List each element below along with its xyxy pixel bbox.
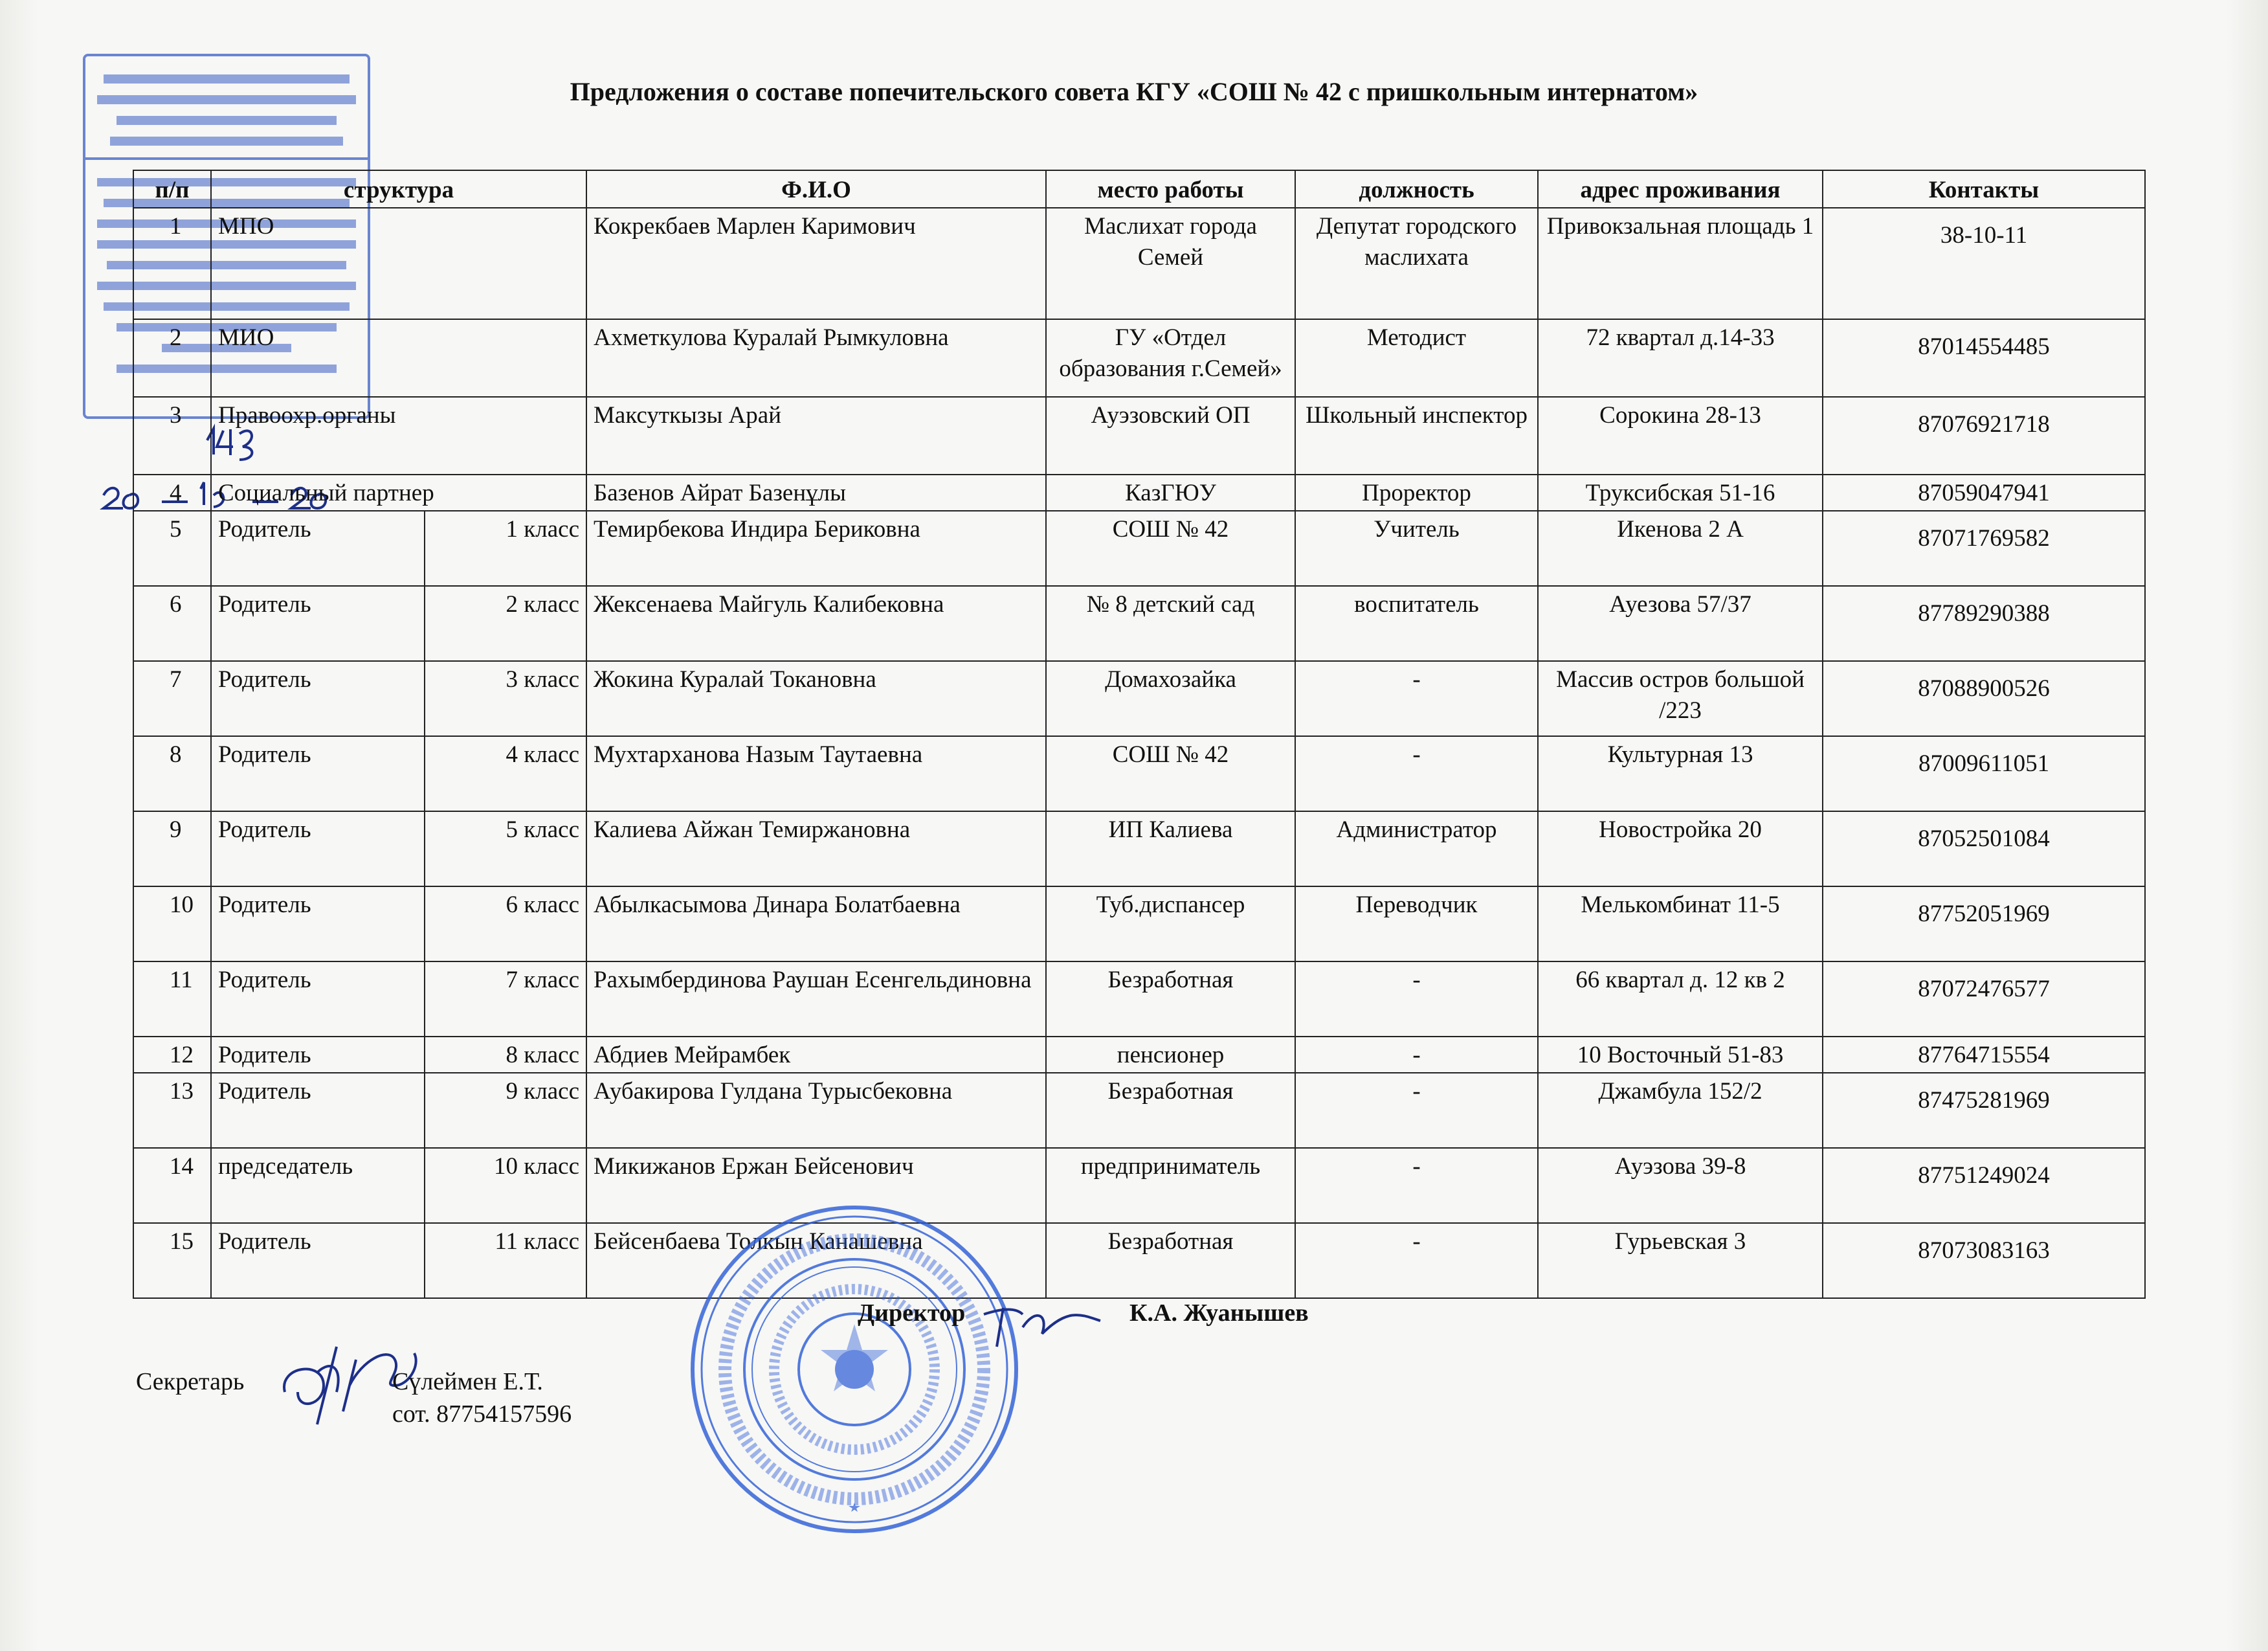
table-row bbox=[133, 319, 2145, 397]
table-row bbox=[133, 475, 2145, 511]
row-contacts: 87073083163 bbox=[1823, 1223, 2145, 1298]
row-address: Джамбула 152/2 bbox=[1538, 1073, 1823, 1148]
row-fio: Жокина Куралай Токановна bbox=[586, 661, 1046, 736]
row-contacts: 87071769582 bbox=[1823, 511, 2145, 586]
table-row bbox=[133, 1037, 2145, 1073]
row-structure: Родитель bbox=[211, 511, 425, 586]
row-structure: Родитель bbox=[211, 661, 425, 736]
row-position: Переводчик bbox=[1295, 886, 1538, 961]
row-structure: председатель bbox=[211, 1148, 425, 1223]
row-position: - bbox=[1295, 1148, 1538, 1223]
row-workplace: Безработная bbox=[1046, 1223, 1295, 1298]
row-class: 8 класс bbox=[425, 1037, 586, 1073]
row-address: Гурьевская 3 bbox=[1538, 1223, 1823, 1298]
row-num: 11 bbox=[133, 961, 211, 1037]
row-num: 1 bbox=[133, 208, 211, 319]
table-row bbox=[133, 1073, 2145, 1148]
row-structure: Родитель bbox=[211, 1223, 425, 1298]
header-workplace: место работы bbox=[1046, 170, 1295, 208]
row-fio: Абдиев Мейрамбек bbox=[586, 1037, 1046, 1073]
row-class: 5 класс bbox=[425, 811, 586, 886]
row-fio: Калиева Айжан Темиржановна bbox=[586, 811, 1046, 886]
row-position: - bbox=[1295, 1073, 1538, 1148]
header-structure: структура bbox=[211, 170, 586, 208]
row-position: - bbox=[1295, 661, 1538, 736]
table-row bbox=[133, 661, 2145, 736]
row-address: Массив остров большой /223 bbox=[1538, 661, 1823, 736]
row-structure: Родитель bbox=[211, 1037, 425, 1073]
row-contacts: 38-10-11 bbox=[1823, 208, 2145, 319]
row-num: 4 bbox=[133, 475, 211, 511]
table-row bbox=[133, 511, 2145, 586]
row-address: Ауэзова 39-8 bbox=[1538, 1148, 1823, 1223]
row-address: Труксибская 51-16 bbox=[1538, 475, 1823, 511]
row-workplace: пенсионер bbox=[1046, 1037, 1295, 1073]
row-fio: Темирбекова Индира Бериковна bbox=[586, 511, 1046, 586]
row-address: 66 квартал д. 12 кв 2 bbox=[1538, 961, 1823, 1037]
table-row bbox=[133, 961, 2145, 1037]
row-position: Депутат городского маслихата bbox=[1295, 208, 1538, 319]
row-address: 10 Восточный 51-83 bbox=[1538, 1037, 1823, 1073]
row-position: - bbox=[1295, 736, 1538, 811]
row-contacts: 87751249024 bbox=[1823, 1148, 2145, 1223]
row-position: Администратор bbox=[1295, 811, 1538, 886]
header-fio: Ф.И.О bbox=[586, 170, 1046, 208]
secretary-name: Сүлеймен Е.Т. bbox=[392, 1368, 543, 1395]
row-structure: Родитель bbox=[211, 586, 425, 661]
table-row bbox=[133, 1148, 2145, 1223]
row-workplace: СОШ № 42 bbox=[1046, 511, 1295, 586]
row-fio: Базенов Айрат Базенұлы bbox=[586, 475, 1046, 511]
row-workplace: Маслихат города Семей bbox=[1046, 208, 1295, 319]
row-num: 13 bbox=[133, 1073, 211, 1148]
row-fio: Абылкасымова Динара Болатбаевна bbox=[586, 886, 1046, 961]
row-structure: Родитель bbox=[211, 961, 425, 1037]
row-address: 72 квартал д.14-33 bbox=[1538, 319, 1823, 397]
row-contacts: 87052501084 bbox=[1823, 811, 2145, 886]
row-workplace: Безработная bbox=[1046, 961, 1295, 1037]
row-position: воспитатель bbox=[1295, 586, 1538, 661]
row-position: - bbox=[1295, 1223, 1538, 1298]
director-name: К.А. Жуанышев bbox=[1129, 1299, 1309, 1327]
row-fio: Аубакирова Гулдана Турысбековна bbox=[586, 1073, 1046, 1148]
row-workplace: ГУ «Отдел образования г.Семей» bbox=[1046, 319, 1295, 397]
row-class: 7 класс bbox=[425, 961, 586, 1037]
table-row bbox=[133, 886, 2145, 961]
row-address: Культурная 13 bbox=[1538, 736, 1823, 811]
row-num: 14 bbox=[133, 1148, 211, 1223]
row-workplace: Ауэзовский ОП bbox=[1046, 397, 1295, 475]
row-class: 11 класс bbox=[425, 1223, 586, 1298]
row-fio: Кокрекбаев Марлен Каримович bbox=[586, 208, 1046, 319]
row-workplace: Безработная bbox=[1046, 1073, 1295, 1148]
row-num: 12 bbox=[133, 1037, 211, 1073]
row-workplace: предприниматель bbox=[1046, 1148, 1295, 1223]
row-num: 5 bbox=[133, 511, 211, 586]
row-num: 8 bbox=[133, 736, 211, 811]
row-class: 6 класс bbox=[425, 886, 586, 961]
row-class: 1 класс bbox=[425, 511, 586, 586]
table-row bbox=[133, 397, 2145, 475]
row-structure: Родитель bbox=[211, 811, 425, 886]
row-address: Мелькомбинат 11-5 bbox=[1538, 886, 1823, 961]
row-class: 2 класс bbox=[425, 586, 586, 661]
row-position: Проректор bbox=[1295, 475, 1538, 511]
row-num: 2 bbox=[133, 319, 211, 397]
table-row bbox=[133, 586, 2145, 661]
row-contacts: 87014554485 bbox=[1823, 319, 2145, 397]
row-structure: Родитель bbox=[211, 1073, 425, 1148]
row-position: - bbox=[1295, 1037, 1538, 1073]
row-address: Сорокина 28-13 bbox=[1538, 397, 1823, 475]
row-fio: Жексенаева Майгуль Калибековна bbox=[586, 586, 1046, 661]
row-contacts: 87789290388 bbox=[1823, 586, 2145, 661]
row-fio: Максуткызы Арай bbox=[586, 397, 1046, 475]
document-title: Предложения о составе попечительского совета КГУ «СОШ № 42 с пришкольным интернатом» bbox=[570, 77, 1698, 106]
row-contacts: 87475281969 bbox=[1823, 1073, 2145, 1148]
row-contacts: 87072476577 bbox=[1823, 961, 2145, 1037]
row-workplace: ИП Калиева bbox=[1046, 811, 1295, 886]
row-fio: Мухтарханова Назым Таутаевна bbox=[586, 736, 1046, 811]
header-address: адрес проживания bbox=[1538, 170, 1823, 208]
row-contacts: 87088900526 bbox=[1823, 661, 2145, 736]
row-fio: Ахметкулова Куралай Рымкуловна bbox=[586, 319, 1046, 397]
trustee-table bbox=[133, 170, 2146, 1299]
secretary-label: Секретарь bbox=[136, 1368, 245, 1395]
header-num: п/п bbox=[133, 170, 211, 208]
row-workplace: СОШ № 42 bbox=[1046, 736, 1295, 811]
row-address: Новостройка 20 bbox=[1538, 811, 1823, 886]
row-num: 10 bbox=[133, 886, 211, 961]
row-address: Ауезова 57/37 bbox=[1538, 586, 1823, 661]
row-address: Привокзальная площадь 1 bbox=[1538, 208, 1823, 319]
row-class: 4 класс bbox=[425, 736, 586, 811]
row-workplace: № 8 детский сад bbox=[1046, 586, 1295, 661]
row-workplace: Домахозайка bbox=[1046, 661, 1295, 736]
row-position: Школьный инспектор bbox=[1295, 397, 1538, 475]
row-fio: Рахымбердинова Раушан Есенгельдиновна bbox=[586, 961, 1046, 1037]
row-structure: Социальный партнер bbox=[211, 475, 586, 511]
director-label: Директор bbox=[858, 1299, 966, 1327]
row-position: - bbox=[1295, 961, 1538, 1037]
row-contacts: 87059047941 bbox=[1823, 475, 2145, 511]
row-contacts: 87076921718 bbox=[1823, 397, 2145, 475]
row-contacts: 87764715554 bbox=[1823, 1037, 2145, 1073]
row-structure: Правоохр.органы bbox=[211, 397, 586, 475]
row-position: Учитель bbox=[1295, 511, 1538, 586]
director-signature bbox=[977, 1288, 1113, 1360]
row-num: 9 bbox=[133, 811, 211, 886]
row-class: 10 класс bbox=[425, 1148, 586, 1223]
round-seal bbox=[686, 1201, 1023, 1538]
row-num: 3 bbox=[133, 397, 211, 475]
header-contacts: Контакты bbox=[1823, 170, 2145, 208]
table-row bbox=[133, 811, 2145, 886]
table-row bbox=[133, 1223, 2145, 1298]
row-structure: МПО bbox=[211, 208, 586, 319]
header-position: должность bbox=[1295, 170, 1538, 208]
row-num: 7 bbox=[133, 661, 211, 736]
row-fio: Микижанов Ержан Бейсенович bbox=[586, 1148, 1046, 1223]
row-class: 9 класс bbox=[425, 1073, 586, 1148]
row-class: 3 класс bbox=[425, 661, 586, 736]
row-workplace: Туб.диспансер bbox=[1046, 886, 1295, 961]
secretary-phone: сот. 87754157596 bbox=[392, 1400, 572, 1428]
row-workplace: КазГЮУ bbox=[1046, 475, 1295, 511]
row-fio: Бейсенбаева Толкын Канашевна bbox=[586, 1223, 1046, 1298]
row-structure: Родитель bbox=[211, 736, 425, 811]
row-num: 6 bbox=[133, 586, 211, 661]
table-row bbox=[133, 736, 2145, 811]
table-row bbox=[133, 208, 2145, 319]
row-contacts: 87752051969 bbox=[1823, 886, 2145, 961]
table-header bbox=[133, 170, 2145, 208]
row-position: Методист bbox=[1295, 319, 1538, 397]
row-structure: МИО bbox=[211, 319, 586, 397]
row-num: 15 bbox=[133, 1223, 211, 1298]
row-address: Икенова 2 А bbox=[1538, 511, 1823, 586]
row-contacts: 87009611051 bbox=[1823, 736, 2145, 811]
row-structure: Родитель bbox=[211, 886, 425, 961]
